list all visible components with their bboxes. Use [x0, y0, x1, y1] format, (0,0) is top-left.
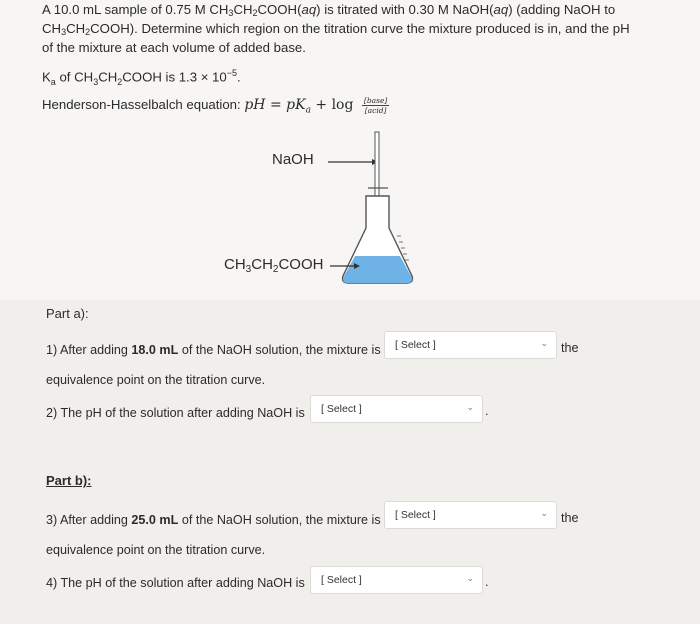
question-4-select[interactable]: [ Select ] ⌄	[310, 566, 483, 594]
question-4-period: .	[485, 575, 489, 589]
chevron-down-icon: ⌄	[540, 338, 548, 348]
question-1-continuation: equivalence point on the titration curve.	[46, 373, 266, 387]
naoh-label: NaOH	[272, 151, 314, 168]
question-3: 3) After adding 25.0 mL of the NaOH solution, the mixture is	[46, 513, 381, 527]
log-fraction: $\frac{\text{[base]}}{\text{[acid]}}$	[363, 96, 388, 115]
ka-statement: $K_a$ of $CH_3CH_2COOH$ is $1.3 \times 10^{-5}$.	[42, 68, 241, 88]
question-2: 2) The pH of the solution after adding NaOH is	[46, 406, 305, 420]
question-3-continuation: equivalence point on the titration curve.	[46, 543, 266, 557]
question-intro: A 10.0 mL sample of 0.75 M $CH_3CH_2COOH(aq)$ is titrated with 0.30 M NaOH(aq) (adding NaOH to $CH_3CH_2COOH$). Determine which region on the titration curve the mixture produced is in, and the pH of the mixture at each volume of added base.	[42, 2, 630, 55]
question-4: 4) The pH of the solution after adding NaOH is	[46, 576, 305, 590]
question-3-after-text: the	[561, 511, 579, 525]
henderson-hasselbalch-equation: Henderson-Hasselbalch equation: pH = $pK_a + \log$ $\frac{\text{[base]}}{\text{[acid]}}$	[42, 96, 388, 116]
question-3-select[interactable]: [ Select ] ⌄	[384, 501, 557, 529]
titration-apparatus-diagram	[0, 0, 700, 300]
part-a-label: Part a):	[46, 306, 89, 321]
chevron-down-icon: ⌄	[540, 508, 548, 518]
flask-liquid	[343, 256, 412, 283]
question-1-select[interactable]: [ Select ] ⌄	[384, 331, 557, 359]
question-1-after-text: the	[561, 341, 579, 355]
question-1: 1) After adding 18.0 mL of the NaOH solution, the mixture is	[46, 343, 381, 357]
part-b-label: Part b):	[46, 473, 92, 488]
acid-label: $CH_3CH_2COOH$	[224, 256, 324, 275]
chevron-down-icon: ⌄	[466, 402, 474, 412]
question-2-select[interactable]: [ Select ] ⌄	[310, 395, 483, 423]
question-2-period: .	[485, 404, 489, 418]
chevron-down-icon: ⌄	[466, 573, 474, 583]
